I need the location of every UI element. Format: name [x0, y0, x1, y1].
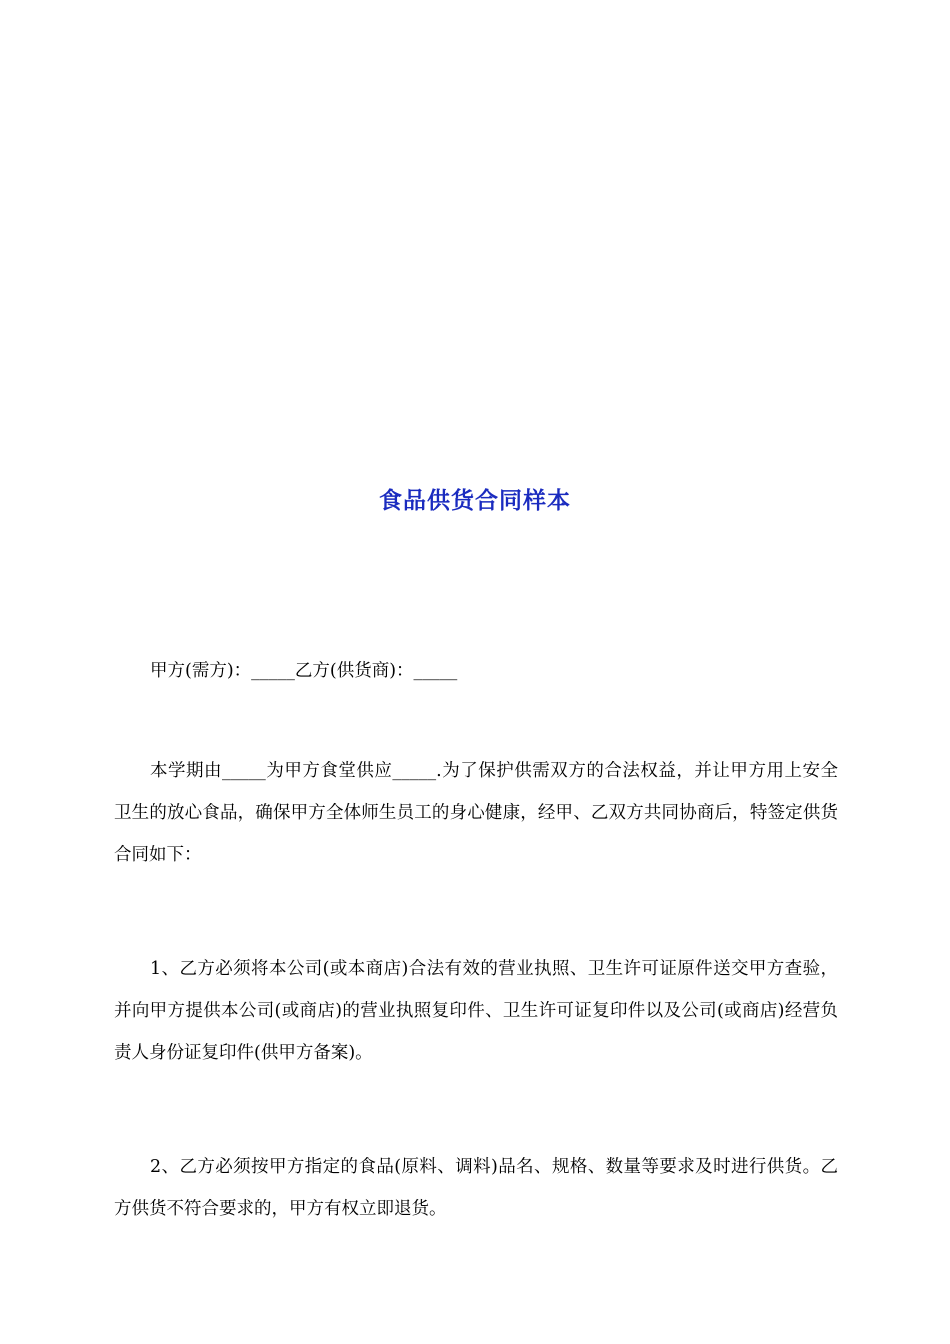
clause-2: 2、乙方必须按甲方指定的食品(原料、调料)品名、规格、数量等要求及时进行供货。乙方供货不符合要求的，甲方有权立即退货。	[114, 1157, 838, 1219]
intro-paragraph: 本学期由_____为甲方食堂供应_____.为了保护供需双方的合法权益，并让甲方用上安全卫生的放心食品，确保甲方全体师生员工的身心健康，经甲、乙双方共同协商后，特签定供货合同如下：	[114, 761, 838, 865]
parties-line: 甲方(需方)：_____乙方(供货商)：_____	[150, 661, 458, 681]
document-title: 食品供货合同样本	[379, 488, 571, 514]
clause-1: 1、乙方必须将本公司(或本商店)合法有效的营业执照、卫生许可证原件送交甲方查验，并向甲方提供本公司(或商店)的营业执照复印件、卫生许可证复印件以及公司(或商店)经营负责人身份证复印件(供甲方备案)。	[114, 959, 838, 1063]
